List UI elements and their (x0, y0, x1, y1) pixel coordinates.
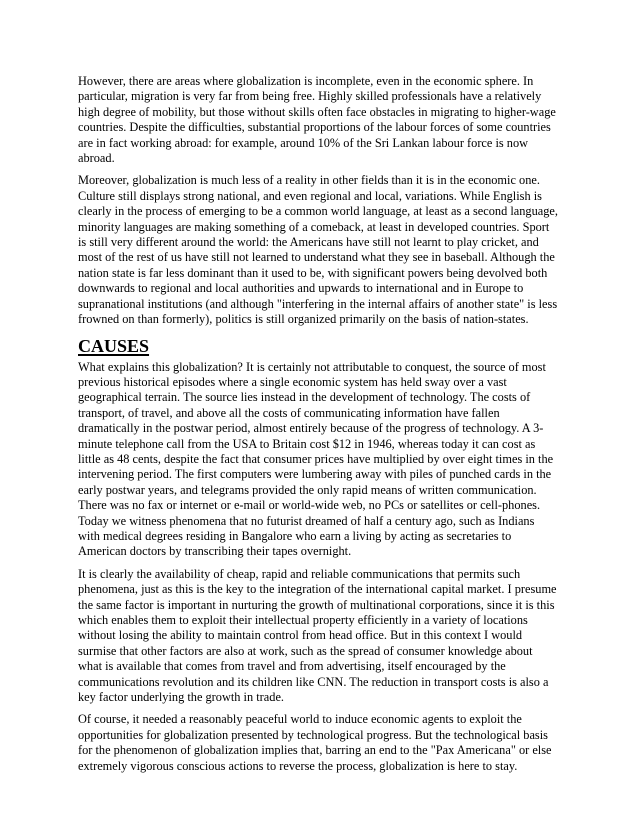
text-line: intervening period. The first computers were lumbering away with piles of punched cards in the (78, 467, 552, 482)
text-line: early postwar years, and telegrams provided the only rapid means of written communication. (78, 482, 537, 497)
text-line: little as 48 cents, despite the fact that consumer prices have multiplied by over eight times in the (78, 451, 554, 466)
text-line: which enables them to exploit their intellectual property efficiently in a variety of locations (78, 613, 528, 627)
text-line: It is clearly the availability of cheap, rapid and reliable communications that permits such (78, 566, 521, 581)
text-line: communications revolution and its children like CNN. The reduction in transport costs is also a (78, 674, 549, 689)
text-line: clearly in the process of emerging to be a common world language, at least as a second language, (78, 204, 558, 219)
text-line: downwards to regional and local authorities and upwards to international and in Europe to (78, 281, 524, 296)
text-line: There was no fax or internet or e-mail or world-wide web, no PCs or satellites or cell-phones. (78, 498, 541, 513)
text-line: However, there are areas where globalization is incomplete, even in the economic sphere. In (78, 74, 534, 88)
text-line: nation state is far less dominant than it used to be, with significant powers being devolved both (78, 265, 548, 280)
text-line: what is available that comes from travel and from advertising, itself encouraged by the (78, 659, 506, 674)
text-line: dramatically in the postwar period, almost entirely because of the progress of technology. A 3- (78, 421, 544, 436)
text-line: without losing the ability to maintain control from head office. But in this context I would (78, 628, 523, 643)
text-line: Today we witness phenomena that no futurist dreamed of half a century ago, such as Indians (78, 513, 535, 528)
text-line: the same factor is important in nurturing the growth of multinational corporations, since it is this (78, 597, 555, 612)
text-line: key factor underlying the growth in trade. (78, 690, 285, 705)
text-line: most of the rest of us have still not learned to understand what they see in baseball. Although the (78, 250, 555, 265)
paragraph-culture (78, 173, 562, 327)
text-line: for the phenomenon of globalization implies that, barring an end to the "Pax Americana" or else (78, 743, 552, 758)
section-heading: CAUSES (78, 335, 150, 356)
text-line: Of course, it needed a reasonably peaceful world to induce economic agents to exploit the (78, 712, 522, 727)
text-line: phenomena, just as this is the key to the integration of the international capital market. I presume (78, 582, 557, 597)
text-line: What explains this globalization? It is certainly not attributable to conquest, the source of most (78, 359, 546, 374)
text-line: surmise that other factors are also at work, such as the spread of consumer knowledge about (78, 643, 533, 658)
text-line: abroad. (78, 151, 115, 166)
paragraph-communications (78, 567, 562, 706)
text-line: particular, migration is very far from being free. Highly skilled professionals have a relatively (78, 89, 542, 104)
text-line: American doctors by transcribing their tapes overnight. (78, 544, 352, 559)
text-line: supranational institutions (and although "interfering in the internal affairs of another state" is less (78, 296, 558, 311)
text-line: with medical degrees residing in Bangalore who earn a living by acting as secretaries to (78, 528, 512, 543)
text-line: high degree of mobility, but those without skills often face obstacles in migrating to higher-wage (78, 104, 556, 119)
text-line: opportunities for globalization presented by technological progress. But the technological basis (78, 727, 548, 742)
text-line: Culture still displays strong national, and even regional and local, variations. While English is (78, 188, 542, 203)
paragraph-conclusion (78, 712, 562, 774)
text-line: are in fact working abroad: for example, around 10% of the Sri Lankan labour force is now (78, 135, 529, 150)
text-line: minority languages are making something of a comeback, at least in developed countries. Sport (78, 219, 550, 234)
text-line: extremely vigorous conscious actions to reverse the process, globalization is here to stay. (78, 758, 518, 773)
paragraph-causes (78, 360, 562, 560)
text-line: minute telephone call from the USA to Britain cost $12 in 1946, whereas today it can cost as (78, 436, 536, 451)
text-line: countries. Despite the difficulties, substantial proportions of the labour forces of some countries (78, 120, 551, 135)
text-line: previous historical episodes where a single economic system has held sway over a vast (78, 374, 507, 389)
paragraph-migration (78, 74, 562, 166)
text-line: transport, of travel, and above all the costs of communicating information have fallen (78, 405, 500, 420)
text-line: frowned on than formerly), politics is still organized primarily on the basis of nation-states. (78, 312, 529, 327)
text-line: is still very different around the world: the Americans have still not learnt to play cricket, and (78, 235, 539, 250)
document-page (78, 74, 562, 781)
text-line: geographical terrain. The source lies instead in the development of technology. The costs of (78, 390, 531, 405)
text-line: Moreover, globalization is much less of a reality in other fields than it is in the economic one. (78, 173, 540, 188)
